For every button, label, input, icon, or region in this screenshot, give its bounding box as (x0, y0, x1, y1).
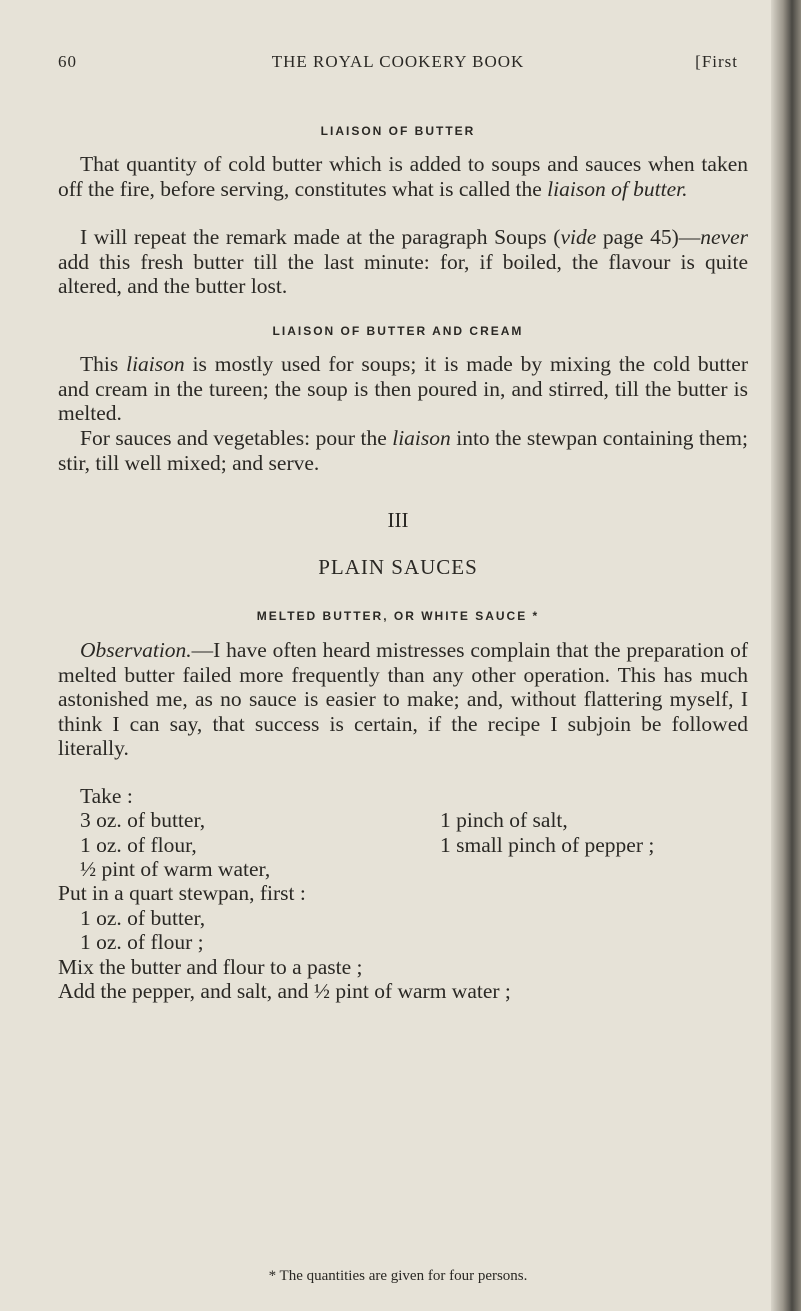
italic-run: liaison (126, 352, 185, 376)
take-label: Take : (80, 784, 133, 808)
method-steps (58, 881, 511, 1004)
part-title: PLAIN SAUCES (318, 555, 478, 579)
ingredients-left (80, 808, 270, 882)
paragraph-liaison-butter-1 (58, 152, 748, 201)
paragraph-liaison-cream-1 (58, 352, 748, 426)
ingredient-line: 1 small pinch of pepper ; (440, 832, 655, 857)
text-run: into the stewpan containing them; stir, till well mixed; and serve. (58, 426, 748, 475)
book-title: THE ROYAL COOKERY BOOK (271, 52, 525, 71)
italic-run: liaison (392, 426, 451, 450)
italic-run: vide (560, 225, 597, 249)
text-run: add this fresh butter till the last minute: for, if boiled, the flavour is quite altered, and the butter lost. (58, 249, 748, 298)
step-item: 1 oz. of flour ; (80, 930, 204, 954)
ingredient-line: 3 oz. of butter, (80, 808, 206, 832)
footnote: * The quantities are given for four persons. (268, 1268, 528, 1284)
step-line: Mix the butter and flour to a paste ; (58, 954, 363, 979)
step-line: Add the pepper, and salt, and ½ pint of warm water ; (58, 979, 511, 1003)
step-line: Put in a quart stewpan, first : (58, 881, 306, 905)
text-run: That quantity of cold butter which is added to soups and sauces when taken off the fire, before serving, constitutes what is called the (58, 152, 748, 201)
italic-run: Observation. (80, 638, 192, 662)
paragraph-liaison-cream-2 (58, 426, 748, 475)
text-run: page 45)— (596, 225, 701, 249)
page-edge-shadow (771, 0, 801, 1311)
italic-run: never (700, 225, 748, 249)
heading-liaison-of-butter: LIAISON OF BUTTER (320, 124, 476, 138)
step-item: 1 oz. of butter, (80, 905, 206, 930)
heading-liaison-butter-cream: LIAISON OF BUTTER AND CREAM (272, 324, 524, 338)
paragraph-observation (58, 638, 748, 761)
text-run: This (80, 352, 127, 376)
ingredients-right (440, 808, 654, 857)
ingredient-line: 1 oz. of flour, (80, 832, 197, 857)
running-head (58, 52, 738, 76)
heading-melted-butter: MELTED BUTTER, OR WHITE SAUCE * (256, 609, 540, 623)
page-number: 60 (58, 52, 77, 71)
ingredient-line: 1 pinch of salt, (440, 808, 568, 832)
text-run: is mostly used for soups; it is made by mixing the cold butter and cream in the tureen; the soup is then poured in, and stirred, till the butter is melted. (58, 352, 748, 425)
text-run: —I have often heard mistresses complain that the preparation of melted butter failed more frequently than any other operation. This has much astonished me, as no sauce is easier to make; and, without flattering myself, I think I can say, that success is certain, if the recipe I subjoin be followed literally. (58, 638, 748, 760)
part-number: III (387, 508, 409, 532)
section-marker: [First (695, 52, 738, 71)
ingredient-line: ½ pint of warm water, (80, 857, 271, 881)
italic-run: liaison of butter. (547, 176, 688, 201)
text-run: For sauces and vegetables: pour the (80, 426, 393, 450)
text-run: I will repeat the remark made at the paragraph Soups ( (80, 225, 561, 249)
paragraph-liaison-butter-2 (58, 225, 748, 299)
